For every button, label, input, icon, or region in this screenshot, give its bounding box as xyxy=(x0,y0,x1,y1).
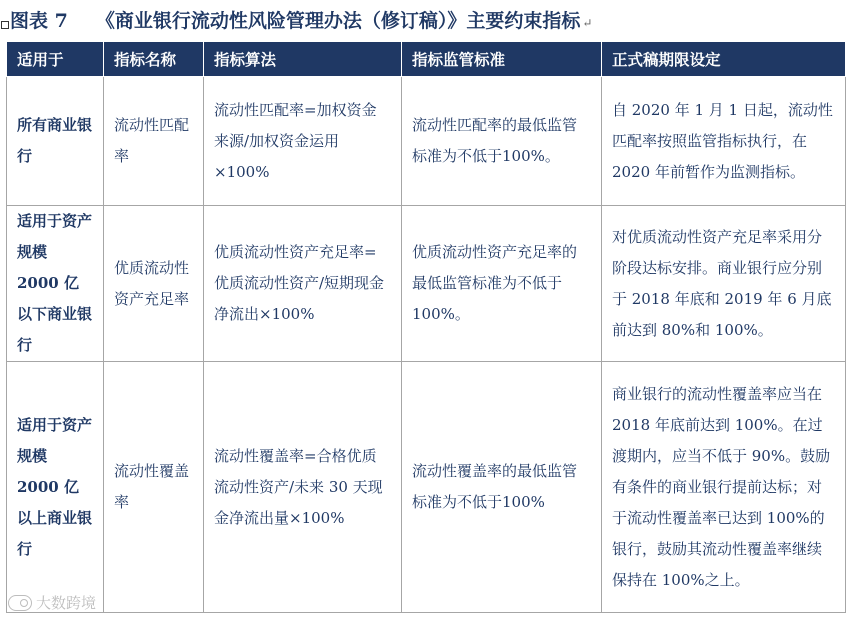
figure-label: 图表 7 xyxy=(10,10,68,32)
cell-indicator-name: 流动性覆盖率 xyxy=(104,362,204,613)
cell-formula: 流动性匹配率=加权资金来源/加权资金运用×100% xyxy=(204,77,402,206)
cell-deadline: 对优质流动性资产充足率采用分阶段达标安排。商业银行应分别于 2018 年底和 2019 年 6 月底前达到 80%和 100%。 xyxy=(602,206,846,362)
cell-scope: 适用于资产规模 2000 亿以下商业银行 xyxy=(7,206,104,362)
paragraph-mark: ↵ xyxy=(582,16,593,30)
figure-title-text: 《商业银行流动性风险管理办法（修订稿）》主要约束指标 xyxy=(95,10,581,32)
cell-formula: 流动性覆盖率=合格优质流动性资产/未来 30 天现金净流出量×100% xyxy=(204,362,402,613)
cell-scope: 所有商业银行 xyxy=(7,77,104,206)
watermark-logo-icon xyxy=(8,595,32,611)
cell-deadline: 自 2020 年 1 月 1 日起，流动性匹配率按照监管指标执行，在 2020 年前暂作为监测指标。 xyxy=(602,77,846,206)
header-formula: 指标算法 xyxy=(204,42,402,77)
cell-standard: 流动性覆盖率的最低监管标准为不低于100% xyxy=(402,362,602,613)
cell-indicator-name: 流动性匹配率 xyxy=(104,77,204,206)
cell-scope: 适用于资产规模 2000 亿以上商业银行 xyxy=(7,362,104,613)
watermark-text: 大数跨境 xyxy=(36,594,97,612)
cell-standard: 流动性匹配率的最低监管标准为不低于100%。 xyxy=(402,77,602,206)
table-row xyxy=(7,206,846,362)
table-header-row xyxy=(7,42,846,77)
header-indicator-name: 指标名称 xyxy=(104,42,204,77)
watermark xyxy=(8,592,96,613)
indicator-table xyxy=(6,41,846,613)
table-row xyxy=(7,77,846,206)
figure-title xyxy=(10,8,592,34)
cell-deadline: 商业银行的流动性覆盖率应当在 2018 年底前达到 100%。在过渡期内，应当不低于 90%。鼓励有条件的商业银行提前达标；对于流动性覆盖率已达到 100%的银行，鼓励其流动性覆盖率继续保持在 100%之上。 xyxy=(602,362,846,613)
cell-indicator-name: 优质流动性资产充足率 xyxy=(104,206,204,362)
cell-formula: 优质流动性资产充足率=优质流动性资产/短期现金净流出×100% xyxy=(204,206,402,362)
header-deadline: 正式稿期限设定 xyxy=(602,42,846,77)
cell-standard: 优质流动性资产充足率的最低监管标准为不低于 100%。 xyxy=(402,206,602,362)
table-row xyxy=(7,362,846,613)
header-standard: 指标监管标准 xyxy=(402,42,602,77)
table-anchor-handle[interactable] xyxy=(1,21,9,29)
header-scope: 适用于 xyxy=(7,42,104,77)
